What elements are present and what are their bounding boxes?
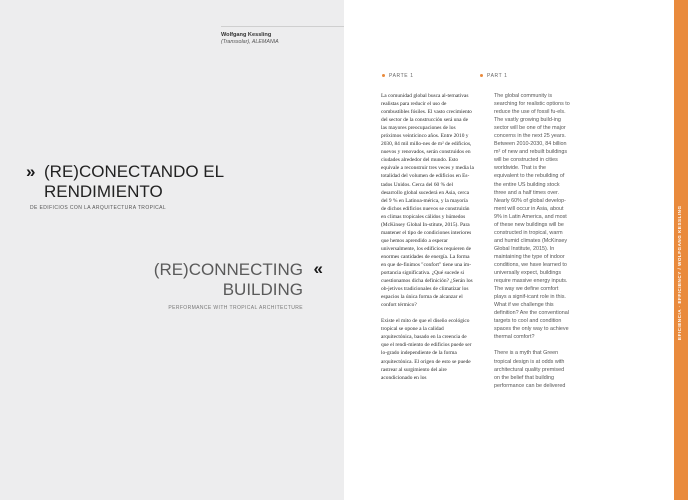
spanish-paragraph: Existe el mito de que el diseño ecológico tropical se opone a la calidad arquitectónica, basado en la creencia de que el rendi-miento de edificios puede ser lo-grado independiente de la forma arquitectónica. El origen de esto se puede rastrear al surgimiento del aire acondicionado en los: [381, 318, 472, 381]
part-label-english-text: PART 1: [487, 73, 508, 79]
author-role: (Transsolar), ALEMANIA: [221, 39, 279, 45]
author-block: [221, 26, 344, 46]
spanish-title-line1: (RE)CONECTANDO EL: [44, 162, 225, 181]
bullet-dot-icon: [480, 74, 483, 77]
english-subtitle: PERFORMANCE WITH TROPICAL ARCHITECTURE: [168, 305, 303, 311]
english-paragraph: There is a myth that Green tropical design is at odds with architectural quality premised on the belief that building performance can be delivered: [494, 350, 566, 389]
double-chevron-left-icon: «: [313, 259, 323, 278]
english-title-line1: (RE)CONNECTING: [153, 260, 303, 279]
english-title: [153, 259, 325, 301]
bullet-dot-icon: [382, 74, 385, 77]
english-title-line2: BUILDING: [222, 280, 303, 299]
english-body-column: [494, 92, 570, 390]
part-label-english: [480, 73, 508, 79]
spanish-paragraph: La comunidad global busca al-ternativas realistas para reducir el uso de combustibles fósiles. El vasto crecimiento del sector de la construcción será una de las mayores preocupaciones de los próximos veinticinco años. Entre 2010 y 2030, 84 mil millo-nes de m² de edificios, nuevos y renovados, serán construidos en ciudades alrededor del mundo. Esto equivale a reconstruir tres veces y media la totalidad del volumen de edificios en Es-tados Unidos. Cerca del 60 % del desarrollo global sucederá en Asia, cerca del 9 % en Latinoa-mérica, y la mayoría de dichos edificios nuevos se construirán en climas tropicales cálidos y húmedos (McKinsey Global In-stitute, 2015). Para mantener el tipo de condiciones interiores que hemos aprendido a esperar universalmente, los edificios requieren de enormes cantidades de energía. La forma en que de-finimos "confort" tiene una im-portancia significativa. ¿Qué sucede si cuestionamos dicha definición? ¿Serán los ob-jetivos tradicionales de climatizar los espacios la única forma de alcanzar el confort térmico?: [381, 93, 474, 309]
spanish-subtitle: DE EDIFICIOS CON LA ARQUITECTURA TROPICAL: [30, 205, 167, 211]
double-chevron-right-icon: »: [26, 162, 36, 181]
author-name: Wolfgang Kessling: [221, 32, 272, 38]
right-page: [344, 0, 688, 500]
spanish-body-column: [381, 92, 474, 382]
spanish-title-line2: RENDIMIENTO: [44, 182, 163, 201]
english-paragraph: The global community is searching for realistic options to reduce the use of fossil fu-els. The vastly growing build-ing sector will be one of the major concerns in the next 25 years. Between 2010-2030, 84 billion m² of new and rebuilt buildings will be constructed in cities worldwide. That is the equivalent to the rebuilding of the entire US building stock three and a half times over. Nearly 60% of global develop-ment will occur in Asia, about 9% in Latin America, and most of these new buildings will be constructed in tropical, warm and humid climates (McKinsey Global Institute, 2015). In maintaining the type of indoor conditions, we have learned to universally expect, buildings require massive energy inputs. The way we define comfort plays a signif-icant role in this. What if we challenge this definition? Are the conventional targets to cool and condition spaces the only way to achieve thermal comfort?: [494, 93, 570, 341]
part-label-spanish: [382, 73, 414, 79]
side-running-header-text: EFICIENCIA · EFFICIENCY / WOLFGANG KESSLING: [677, 205, 682, 340]
part-label-spanish-text: PARTE 1: [389, 73, 414, 79]
